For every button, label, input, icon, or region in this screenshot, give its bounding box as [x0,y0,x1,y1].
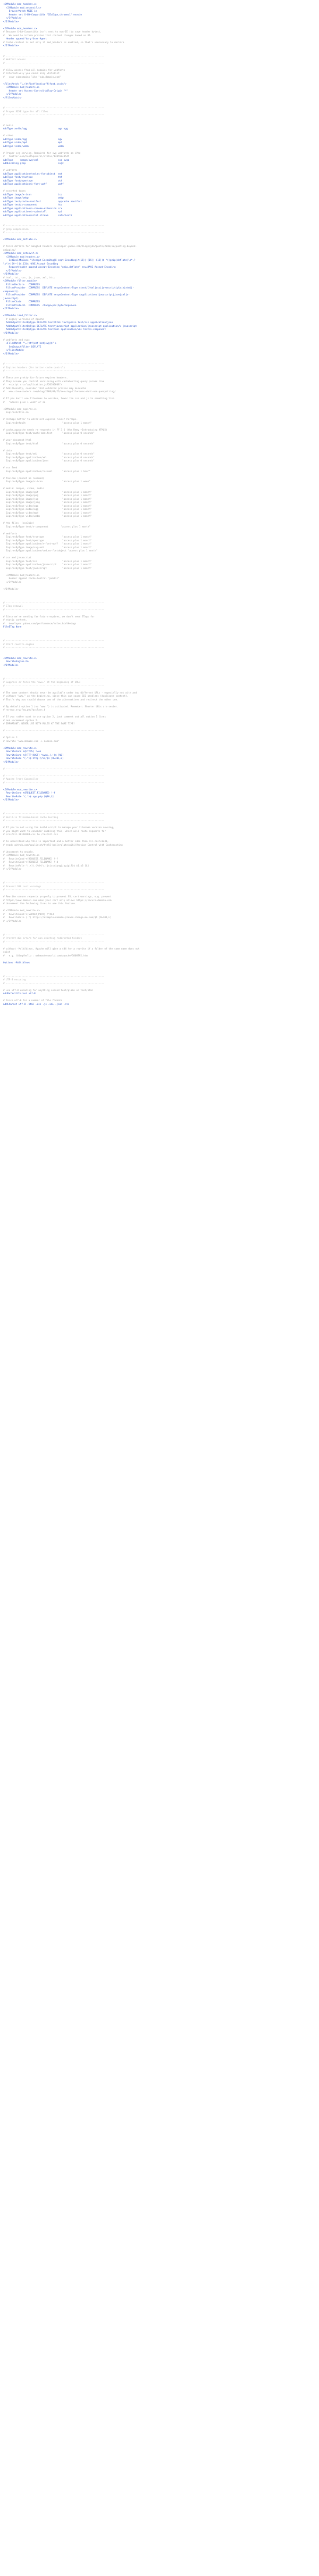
section-banner-line: # Prevent SSL cert warnings [3,885,41,888]
comment-line: # force deflate for mangled headers developer.yahoo.com/blogs/ydn/posts/2010/12/pushing-beyond- [3,245,137,248]
comment-line: # Cache control is set only if mod_headers is enabled, so that's unncessary to declare [3,41,124,44]
comment-line: ExpiresByType text/css "access plus 1 month" [3,560,92,563]
comment-line: # Perhaps better to whitelist expires rules? Perhaps. [3,418,78,421]
section-banner-line: # ---------------------------------------------------------------------- [3,889,105,891]
directive-line: javascript) [3,297,19,300]
section-banner-line: # ---------------------------------------------------------------------- [3,774,105,778]
comment-line: # allow access from all domains for webfonts [3,69,65,72]
directive-line: RequestHeader append Accept-Encoding "gzip,deflate" env=HAVE_Accept-Encoding [3,266,116,269]
directive-line: SetOutputFilter DEFLATE [3,345,41,349]
comment-line: ExpiresByType text/javascript "access plus 1 month" [3,567,92,570]
comment-line: ExpiresByType font/opentype "access plus 1 month" [3,539,92,542]
comment-line: # That's why you should choose one of the alternatives and redirect the other one. [3,698,119,701]
section-banner-line: # ---------------------------------------------------------------------- [3,678,105,681]
directive-line: BrowserMatch MSIE ie [3,10,37,13]
section-banner-line: # ---------------------------------------------------------------------- [3,813,105,815]
directive-line: AddType font/truetype ttf [3,176,63,179]
section-banner-line: # ---------------------------------------------------------------------- [3,647,105,649]
directive-line: <FilesMatch "\.(ttf|otf|eot|woff|font.css)$"> [3,82,66,86]
directive-line: AddType application/x-font-woff woff [3,183,64,186]
comment-line: # e.g. /blog/hello : webmasterworld.com/apache/3808792.htm [3,954,88,957]
section-banner-line: # ---------------------------------------------------------------------- [3,601,105,605]
comment-line: </IfModule> [3,588,19,591]
section-banner-line: # Start rewrite engine [3,643,35,646]
directive-line: <IfModule mod_setenvif.c> [3,6,41,10]
section-banner-line: # ---------------------------------------------------------------------- [3,934,105,937]
directive-line: AddType application/vnd.ms-fontobject eot [3,172,63,176]
directive-line: RewriteEngine On [3,660,29,663]
comment-line: ExpiresActive on [3,411,29,414]
directive-line: Options -MultiViews [3,961,30,964]
directive-line: <IfModule mod_headers.c> [3,255,40,259]
comment-line: # <IfModule mod_rewrite.c> [3,854,40,857]
section-banner-line: # Suppress or force the "www." at the beginning of URLs [3,681,81,684]
comment-line: # If you rather want to use option 2, just comment out all option 1 lines [3,716,106,719]
comment-line: ExpiresByType video/webm "access plus 1 month" [3,515,92,518]
comment-line: # These are pretty far-future expires headers. [3,377,68,379]
directive-line: RewriteCond %{HTTPS} !=on [3,750,41,753]
comment-line: # We need to inform proxies that content changes based on UA [3,34,90,37]
directive-line: AddType application/octet-stream safariextz [3,214,72,217]
directive-line: AddType video/webm webm [3,145,64,148]
comment-line: # Uncomment the following lines to use this feature. [3,903,77,905]
directive-line: </IfModule> [3,93,22,96]
comment-line: # If you don't use filenames to version, lower the css and js to something like [3,398,114,400]
section-banner-line: # ---------------------------------------------------------------------- [3,363,105,366]
directive-line: </IfModule> [3,17,22,20]
comment-line: # you might want to consider enabling this, which will route requests for [3,830,106,833]
comment-line: # By default option 1 (no "www.") is activated. Remember: Shorter URLs are sexier. [3,705,119,708]
comment-line: # html, txt, css, js, json, xml, htc: [3,276,55,279]
section-banner-line: # ---------------------------------------------------------------------- [3,55,105,58]
comment-line: # Because X-UA-Compatible isn't sent to non-IE (to save header bytes), [3,31,102,34]
comment-line: # media: images, video, audio [3,488,44,490]
comment-line: <IfModule mod_headers.c> [3,574,40,577]
section-banner-line: # ---------------------------------------------------------------------- [3,370,105,373]
section-banner-line: # gzip compression [3,228,29,231]
comment-line: Header append Cache-Control "public" [3,577,60,580]
section-banner-line: # ---------------------------------------------------------------------- [3,684,105,688]
comment-line: ExpiresByType image/jpg "access plus 1 month" [3,498,92,501]
section-banner-line: # ---------------------------------------------------------------------- [3,232,105,234]
directive-line: AddOutputFilterByType DEFLATE text/javascript application/javascript application/x-javascript [3,325,137,328]
directive-line: Header set Access-Control-Allow-Origin "*" [3,89,68,93]
directive-line: FilterProvider COMPRESS DEFLATE resp=Content-Type $text/(html|css|javascript|plain|x(ml|- [3,287,134,290]
comment-line: # RewriteCond %{REQUEST_FILENAME} !-f [3,857,58,861]
comment-line: <IfModule mod_expires.c> [3,408,37,411]
directive-line: </IfModule> [3,799,19,802]
comment-line: # Since we're sending far-future expires, we don't need ETags for [3,615,95,618]
directive-line: RewriteCond %{HTTP_HOST} ^www\.(.+)$ [NC] [3,754,64,757]
directive-line: </IfModule> [3,352,19,356]
directive-line: AddType video/ogg ogv [3,138,63,141]
comment-line: # video [3,135,13,137]
section-banner-line: # Apache Front Controller [3,778,39,781]
section-banner-line: # ---------------------------------------------------------------------- [3,940,105,944]
section-banner-line: # ---------------------------------------------------------------------- [3,608,105,612]
comment-line: # webfonts and svg: [3,338,30,342]
directive-line: AddOutputFilterByType DEFLATE text/html text/plain text/css application/json [3,321,113,324]
comment-line: # and uncomment option 2. [3,719,39,722]
directive-line: component)) [3,290,19,293]
directive-line: AddEncoding gzip svgz [3,162,64,165]
section-banner-line: # ---------------------------------------------------------------------- [3,107,105,110]
comment-line: ExpiresByType text/xml "access plus 0 seconds" [3,453,95,456]
section-banner-line: # ---------------------------------------------------------------------- [3,781,105,785]
comment-line: # Additionally, consider that outdated proxies may miscache [3,387,86,390]
directive-line: AddDefaultCharset utf-8 [3,993,36,995]
comment-line: # IMPORTANT: NEVER USE BOTH RULES AT THE SAME TIME! [3,723,75,725]
comment-line: ExpiresByType image/svg+xml "access plus 1 month" [3,546,92,549]
section-banner-line: # ---------------------------------------------------------------------- [3,225,105,227]
comment-line: # "access plus 1 week" or so. [3,401,47,404]
directive-line: <IfModule filter_module> [3,280,37,283]
directive-line: \s*)+|[X~-]{4,13}$ HAVE_Accept-Encoding [3,262,58,266]
comment-line: # Rewrite "www.domain.com -> domain.com" [3,740,60,743]
comment-line: # RewriteRule (.*) https://example-domain-please-change-me.com/$1 [R=301,L] [3,917,112,919]
section-banner-line: # Expires headers (for better cache control) [3,366,65,369]
directive-line: <IfModule mod_rewrite.c> [3,747,37,750]
directive-line: <IfModule mod_headers.c> [3,27,37,30]
comment-line: # webfonts [3,532,18,535]
comment-line: # www.stevesouders.com/blog/2008/08/23/revving-filenames-dont-use-querystring/ [3,391,116,393]
comment-line: # audio [3,124,13,127]
directive-line: AddCharset utf-8 .html .css .js .xml .json .rss [3,1003,70,1006]
comment-line: ExpiresByType video/ogg "access plus 1 month" [3,505,92,508]
directive-line: <IfModule mod_setenvif.c> [3,252,39,255]
directive-line: AddType image/x-icon ico [3,193,63,196]
directive-line: FilterProvider COMPRESS DEFLATE resp=Content-Type $application/(javascript|json|xml|x- [3,294,130,296]
comment-line: ExpiresByType video/mp4 "access plus 1 month" [3,511,92,515]
directive-line: RewriteCond %{REQUEST_FILENAME} !-f [3,792,55,795]
comment-line: # alternatively you could only whitelist [3,72,60,75]
directive-line: AddType video/mp4 mp4 [3,142,63,144]
comment-line: # </IfModule> [3,868,22,871]
directive-line: Header append Vary User-Agent [3,38,47,40]
section-banner-line: # ---------------------------------------------------------------------- [3,820,105,822]
code-listing [0,0,319,1006]
section-banner-line: # ---------------------------------------------------------------------- [3,730,105,732]
comment-line: # favicon (cannot be renamed) [3,477,44,480]
section-banner-line: # ---------------------------------------------------------------------- [3,975,105,978]
directive-line: </IfModule> [3,332,19,335]
directive-line: FilterDeclare COMPRESS [3,283,40,286]
directive-line: </IfModule> [3,45,19,47]
comment-line: # https://www.domain.com when your cert only allows https://secure.domain.com [3,899,112,902]
section-banner-line: # Proper MIME type for all files [3,110,48,113]
comment-line: </IfModule> [3,581,22,584]
directive-line: FileETag None [3,626,22,629]
comment-line: ExpiresByType font/truetype "access plus 1 month" [3,536,92,539]
directive-line: <IfModule mod_headers.c> [3,3,37,6]
section-banner-line: # ---------------------------------------------------------------------- [3,640,105,642]
section-banner-line: # Webfont access [3,59,26,61]
comment-line: exist [3,951,11,954]
comment-line: # RewriteRule ^(.+)\.(\d+)\.(js|css|png|jpg|gif)$ $1.$3 [L] [3,864,89,868]
directive-line: <IfModule !mod_filter.c> [3,315,37,317]
comment-line: # your document html [3,439,31,442]
directive-line: </IfModule> [3,308,19,310]
comment-line: # your subdomains like "sub.domain.com" [3,76,61,79]
directive-line: AddType audio/ogg oga ogg [3,128,68,130]
directive-line: </IfModule> [3,664,19,667]
comment-line: # no-www.org/faq.php?q=class_b [3,709,46,712]
comment-line: # Option 1: [3,737,19,739]
comment-line: # /css/all.20110203.css to /res/all.css [3,833,58,836]
directive-line: FilterProtocol COMPRESS change=yes;byteranges=no [3,304,77,307]
directive-line: RewriteRule ^(.*)$ app.php [QSA,L] [3,795,54,798]
comment-line: # data [3,449,12,452]
directive-line: <IfModule mod_rewrite.c> [3,788,37,791]
directive-line: SetEnvIfNoCase ^(Accept-EncodXng|X-cept-Encoding|X{15}|~{15}|-{15})$ ^((gzip|deflate)\s*,? [3,259,136,262]
comment-line: # <IfModule mod_rewrite.c> [3,910,40,912]
comment-line: # force utf-8 for a number of file formats [3,1000,63,1002]
comment-line: # </IfModule> [3,920,22,923]
comment-line: ExpiresByType application/xml "access plus 0 seconds" [3,456,95,459]
comment-line: # twitter.com/FontSquirrel/status/14855840545 [3,155,70,158]
comment-line: # RewriteCond %{SERVER_PORT} !^443 [3,913,54,916]
comment-line: # css and javascript [3,557,31,559]
comment-line: # use utf-8 encoding for anything served text/plain or text/html [3,989,94,992]
directive-line: FilterChain COMPRESS [3,301,40,303]
comment-line: # RewriteCond %{REQUEST_FILENAME} !-d [3,861,58,864]
comment-line: # without -MultiViews, Apache will give a 404 for a rewrite if a folder of the same name does not [3,947,140,951]
comment-line: # cache.appcache needs re-requests in FF 3.6 (thx Remy ~Introducing HTML5) [3,428,107,432]
section-banner-line: # ETag removal [3,605,23,608]
directive-line: <IfModule mod_deflate.c> [3,238,37,241]
directive-line: AddOutputFilterByType DEFLATE text/xml application/xml text/x-component [3,328,106,331]
section-banner-line: # ---------------------------------------------------------------------- [3,767,105,771]
section-banner-line: # ---------------------------------------------------------------------- [3,982,105,985]
comment-line: ExpiresByType image/x-icon "access plus 1 week" [3,481,90,483]
section-banner-line: # UTF-8 encoding [3,979,26,981]
directive-line: AddType font/opentype otf [3,179,63,183]
directive-line: AddType application/x-chrome-extension crx [3,207,63,210]
directive-line: AddType image/svg+xml svg svgz [3,159,70,162]
directive-line: </FilesMatch> [3,96,22,100]
comment-line: ExpiresByType application/javascript "access plus 1 month" [3,564,92,566]
comment-line: # Uncomment to enable. [3,851,35,854]
directive-line: AddType text/cache-manifest appcache manifest [3,200,82,203]
comment-line: # webfonts [3,169,18,172]
section-banner-line: # Built-in filename-based cache busting [3,816,58,819]
directive-line: </IfModule> [3,20,19,23]
comment-line: # Rewrite secure requests properly to prevent SSL cert warnings, e.g. prevent [3,896,112,898]
comment-line: ExpiresByType image/png "access plus 1 month" [3,494,92,497]
comment-line: ExpiresByType image/jpeg "access plus 1 month" [3,501,92,504]
directive-line: AddType text/x-component htc [3,204,63,207]
comment-line: gzipping/ [3,249,16,252]
comment-line: # read: github.com/paulirish/html5-boilerplate/wiki/Version-Control-with-Cachebusting [3,844,123,847]
section-banner-line: # Prevent 404 errors for non-existing redirected folders [3,937,82,940]
comment-line: # Legacy versions of Apache [3,318,44,321]
comment-line: # without "www." at the beginning, since this can cause SEO problems (duplicate content). [3,695,129,698]
comment-line: # <script src="application.js?20100608"> [3,384,63,386]
directive-line: <IfModule mod_headers.c> [3,86,40,89]
comment-line: ExpiresByType text/html "access plus 0 seconds" [3,442,95,445]
directive-line: Header set X-UA-Compatible "IE=Edge,chrome=1" env=ie [3,13,82,16]
comment-line: # The same content should never be available under two different URLs - especially not with and [3,691,137,695]
comment-line: ExpiresByType text/x-component "access plus 1 month" [3,525,90,529]
comment-line: ExpiresByType image/gif "access plus 1 month" [3,491,92,494]
comment-line: ExpiresByType application/x-font-woff "access plus 1 month" [3,543,92,546]
directive-line: RewriteRule ^(.*)$ http://%1/$1 [R=301,L] [3,757,64,760]
comment-line: # To understand why this is important and a better idea than all.css?v1231, [3,840,109,843]
comment-line: # htc files (css3pie) [3,522,35,525]
section-banner-line: # ---------------------------------------------------------------------- [3,62,105,65]
directive-line: </IfModule> [3,761,19,764]
comment-line: ExpiresDefault "access plus 1 month" [3,422,92,425]
comment-line: ExpiresByType audio/ogg "access plus 1 month" [3,508,92,511]
section-banner-line: # ---------------------------------------------------------------------- [3,114,105,117]
directive-line: </IfModule> [3,273,19,276]
comment-line: ExpiresByType application/rss+xml "access plus 1 hour" [3,470,90,473]
directive-line: AddType application/x-xpinstall xpi [3,211,63,213]
directive-line: </IfModule> [3,269,22,273]
comment-line: ExpiresByType application/json "access plus 0 seconds" [3,460,95,463]
comment-line: # Proper svg serving. Required for svg webfonts on iPad [3,152,81,155]
directive-line: AddType image/webp webp [3,197,64,200]
comment-line: # rss feed [3,467,18,469]
comment-line: ExpiresByType text/cache-manifest "access plus 0 seconds" [3,432,95,435]
comment-line: # assorted types [3,190,26,193]
comment-line: # They assume you control versioning with cachebusting query params like [3,380,105,383]
directive-line: <IfModule mod_rewrite.c> [3,657,37,660]
comment-line: # static content. [3,619,27,622]
comment-line: # developer.yahoo.com/performance/rules.html#etags [3,622,77,625]
comment-line: # If you're not using the build script to manage your filename version revving, [3,827,114,829]
section-banner-line: # ---------------------------------------------------------------------- [3,882,105,885]
comment-line: ExpiresByType application/vnd.ms-fontobject "access plus 1 month" [3,550,98,552]
directive-line: </FilesMatch> [3,349,24,352]
directive-line: <FilesMatch "\.(ttf|otf|eot|svg)$" > [3,342,57,345]
